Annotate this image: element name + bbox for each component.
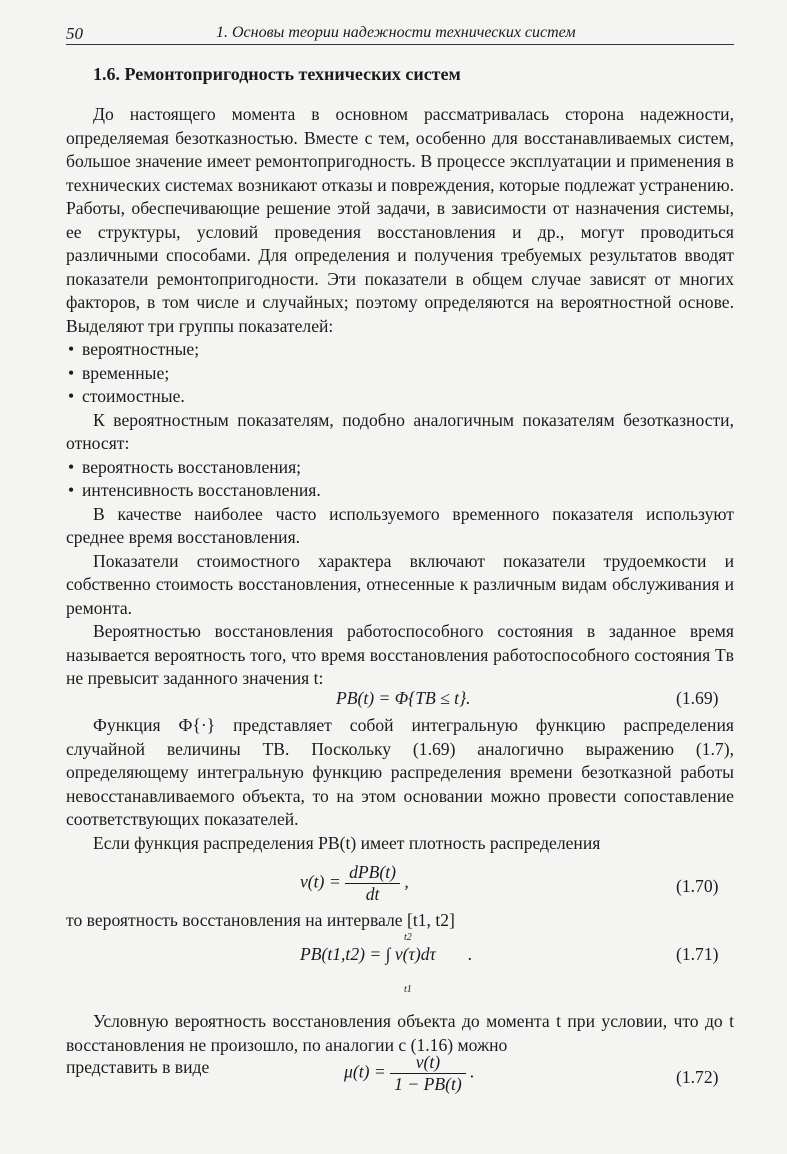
fraction [390, 1052, 466, 1095]
probabilistic-indicators-list [66, 456, 734, 503]
equation-trail: . [470, 1061, 475, 1082]
section-title: 1.6. Ремонтопригодность технических систем [93, 64, 461, 84]
paragraph-time-indicator: В качестве наиболее часто используемого временного показателя используют среднее время восстановления. [66, 503, 734, 547]
equation-number-1-70: (1.70) [676, 876, 719, 896]
equation-lhs: ν(t) = [300, 871, 341, 892]
page-number: 50 [66, 24, 83, 43]
equation-lhs: μ(t) = [344, 1061, 386, 1082]
paragraph-probabilistic: К вероятностным показателям, подобно аналогичным показателям безотказности, относят: [66, 409, 734, 453]
equation-number-1-71: (1.71) [676, 944, 719, 964]
fraction-denominator: dt [365, 884, 380, 904]
equation-1-70 [300, 862, 409, 905]
equation-1-69: PB(t) = Φ{TB ≤ t}. [336, 688, 471, 708]
paragraph-cost-indicators: Показатели стоимостного характера включают показатели трудоемкости и собственно стоимость восстановления, отнесенные к различным видам обслуживания и ремонта. [66, 550, 734, 618]
equation-number-1-69: (1.69) [676, 688, 719, 708]
running-title: 1. Основы теории надежности технических систем [216, 24, 576, 41]
list-item: • стоимостные. [66, 385, 734, 409]
equation-trail: , [404, 871, 409, 892]
paragraph-interval: то вероятность восстановления на интервале [t1, t2] [66, 910, 455, 930]
list-item: • временные; [66, 362, 734, 386]
list-item: • вероятностные; [66, 338, 734, 362]
integral-upper-limit: t2 [404, 932, 412, 943]
equation-1-71: PB(t1,t2) = ∫ ν(τ)dτ [300, 944, 436, 964]
equation-1-72 [344, 1052, 475, 1095]
list-item: • интенсивность восстановления. [66, 479, 734, 503]
page-header [66, 22, 734, 45]
equation-trail: . [468, 944, 473, 964]
indicator-groups-list [66, 338, 734, 409]
integral-lower-limit: t1 [404, 984, 412, 995]
fraction-numerator: dPB(t) [345, 862, 400, 884]
equation-number-1-72: (1.72) [676, 1067, 719, 1087]
paragraph-tail: представить в виде [66, 1057, 210, 1077]
paragraph-conditional-probability: Условную вероятность восстановления объекта до момента t при условии, что до t восстановления не произошло, по аналогии с (1.16) можно [66, 1011, 734, 1055]
paragraph-intro: До настоящего момента в основном рассматривалась сторона надежности, определяемая безотказностью. Вместе с тем, особенно для восстанавливаемых систем, большое значение имеет ремонтопригодность. В процессе эксплуатации и применения в технических системах возникают отказы и повреждения, которые подлежат устранению. Работы, обеспечивающие решение этой задачи, в зависимости от назначения системы, ее структуры, условий проведения восстановления и др., могут проводиться различными способами. Для определения и получения требуемых результатов вводят показатели ремонтопригодности. Эти показатели в общем случае зависят от многих факторов, в том числе и случайных; поэтому определяются на вероятностной основе. Выделяют три группы показателей: [66, 104, 734, 336]
paragraph-density: Если функция распределения PB(t) имеет плотность распределения [93, 832, 601, 853]
paragraph-function-phi: Функция Ф{·} представляет собой интегральную функцию распределения случайной величины TB. Поскольку (1.69) аналогично выражению (1.7), определяющему интегральную функцию распределения времени безотказной работы невосстанавливаемого объекта, то на этом основании можно провести сопоставление соответствующих показателей. [66, 715, 734, 829]
text-block-1 [66, 103, 734, 691]
text-block-3 [66, 1010, 734, 1057]
list-item: • вероятность восстановления; [66, 456, 734, 480]
fraction-denominator: 1 − PB(t) [394, 1074, 462, 1094]
fraction-numerator: ν(t) [390, 1052, 466, 1074]
paragraph-recovery-probability: Вероятностью восстановления работоспособного состояния в заданное время называется вероятность того, что время восстановления работоспособного состояния Tв не превысит заданного значения t: [66, 621, 734, 688]
text-block-2 [66, 714, 734, 855]
fraction [345, 862, 400, 905]
